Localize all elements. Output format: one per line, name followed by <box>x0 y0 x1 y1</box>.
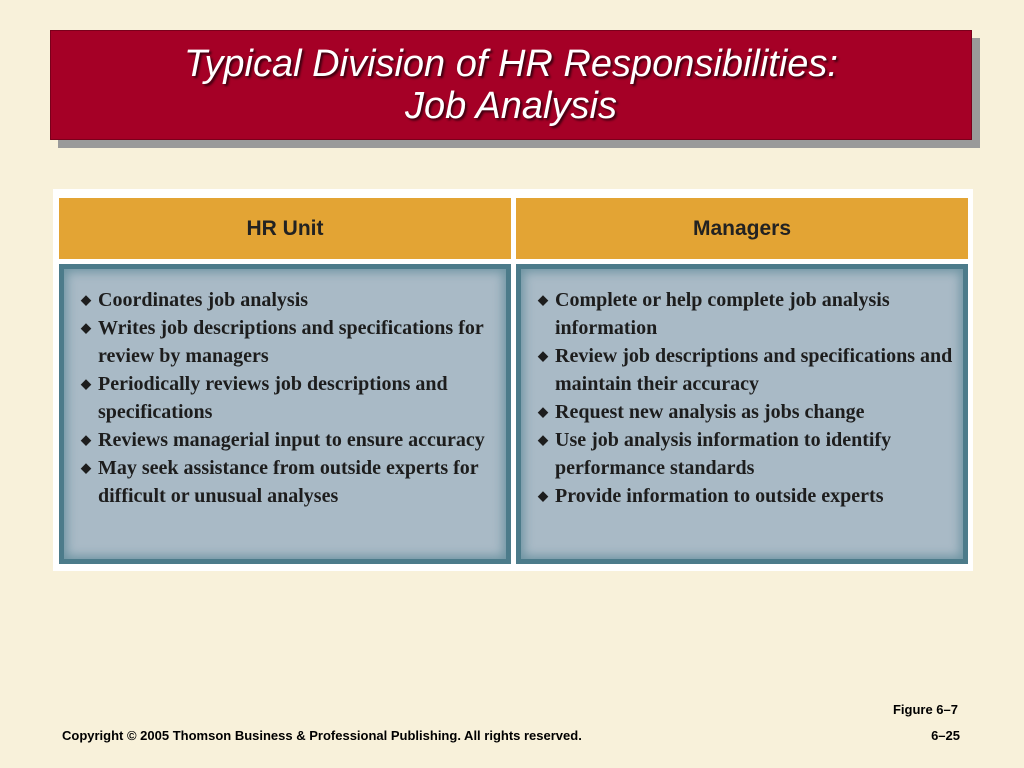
list-item-text: Coordinates job analysis <box>98 289 309 311</box>
list-item <box>538 482 954 510</box>
slide-title-line-2: Job Analysis <box>405 85 617 127</box>
list-item-text: Periodically reviews job descriptions and specifications <box>98 373 448 423</box>
list-item <box>538 286 954 342</box>
list-item <box>81 286 497 314</box>
diamond-bullet-icon: ◆ <box>81 432 91 447</box>
diamond-bullet-icon: ◆ <box>81 460 91 475</box>
page-number: 6–25 <box>931 728 960 743</box>
list-item-text: Writes job descriptions and specifications for review by managers <box>98 317 484 367</box>
diamond-bullet-icon: ◆ <box>538 404 548 419</box>
diamond-bullet-icon: ◆ <box>81 292 91 307</box>
diamond-bullet-icon: ◆ <box>81 376 91 391</box>
diamond-bullet-icon: ◆ <box>538 292 548 307</box>
figure-label: Figure 6–7 <box>892 702 958 717</box>
list-item <box>81 454 497 510</box>
diamond-bullet-icon: ◆ <box>538 488 548 503</box>
list-item-text: May seek assistance from outside experts for difficult or unusual analyses <box>98 457 479 507</box>
column-body-hr-unit <box>59 264 511 564</box>
list-item <box>538 398 954 426</box>
list-item <box>81 370 497 426</box>
column-header-hr-unit: HR Unit <box>59 198 511 259</box>
list-item <box>81 314 497 370</box>
list-item-text: Request new analysis as jobs change <box>555 401 865 423</box>
slide-title-bar <box>50 30 972 140</box>
slide-title-line-1: Typical Division of HR Responsibilities: <box>184 43 838 85</box>
diamond-bullet-icon: ◆ <box>538 348 548 363</box>
diamond-bullet-icon: ◆ <box>81 320 91 335</box>
list-item-text: Review job descriptions and specifications and maintain their accuracy <box>555 345 953 395</box>
column-header-managers: Managers <box>516 198 968 259</box>
list-item-text: Complete or help complete job analysis information <box>555 289 890 339</box>
list-item-text: Provide information to outside experts <box>555 485 884 507</box>
copyright-notice: Copyright © 2005 Thomson Business & Professional Publishing. All rights reserved. <box>62 728 582 743</box>
list-item <box>81 426 497 454</box>
figure-table <box>53 189 973 571</box>
diamond-bullet-icon: ◆ <box>538 432 548 447</box>
list-item-text: Use job analysis information to identify performance standards <box>555 429 892 479</box>
list-item <box>538 342 954 398</box>
column-body-managers <box>516 264 968 564</box>
list-item-text: Reviews managerial input to ensure accuracy <box>98 429 485 451</box>
list-item <box>538 426 954 482</box>
